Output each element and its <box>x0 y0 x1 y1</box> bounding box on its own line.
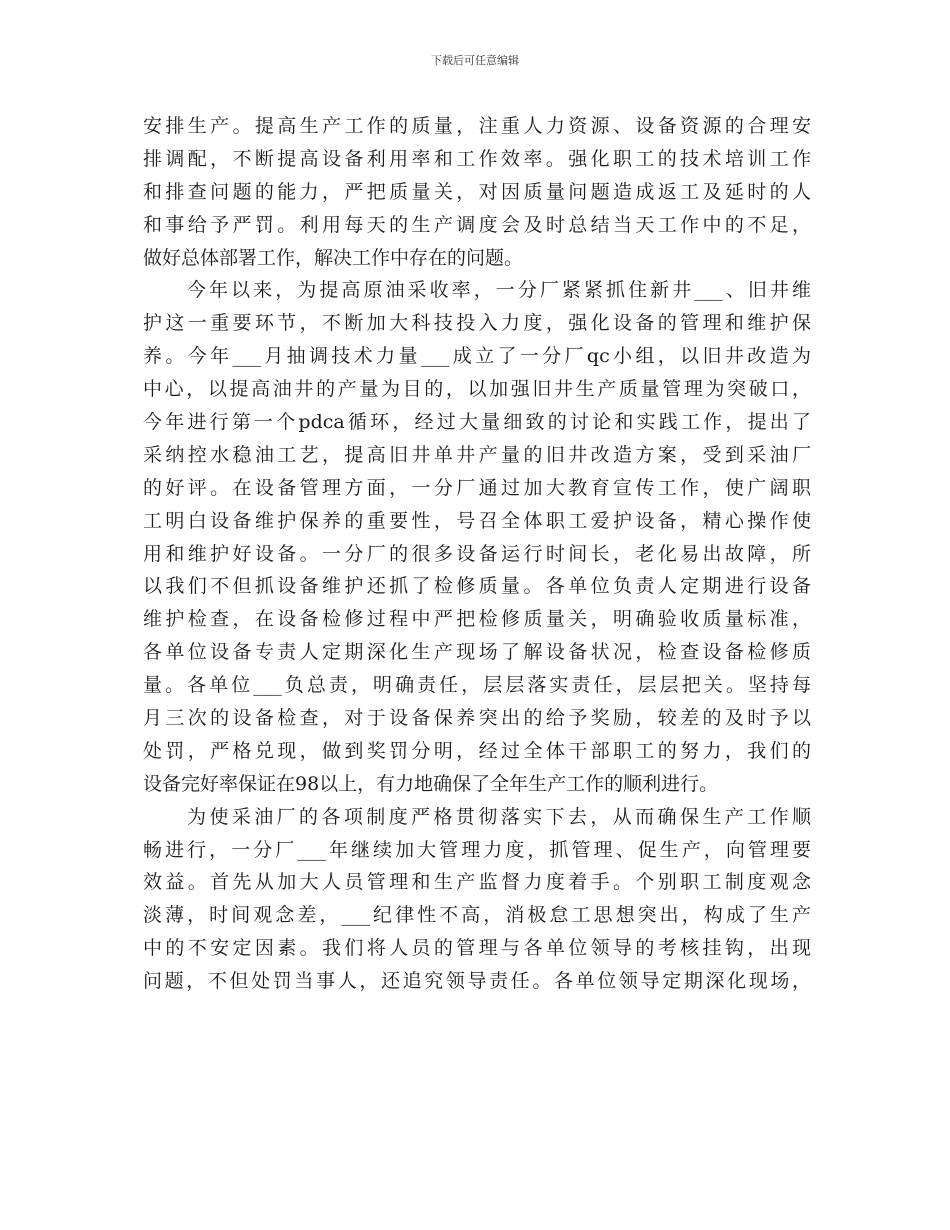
text-line: 设备完好率保证在98以上，有力地确保了全年生产工作的顺利进行。 <box>143 772 719 795</box>
text-line: 采纳控水稳油工艺，提高旧井单井产量的旧井改造方案，受到采油厂 <box>143 443 811 466</box>
text-line: 今年以来，为提高原油采收率，一分厂紧紧抓住新井___、旧井维 <box>187 279 811 302</box>
paragraph <box>143 801 811 998</box>
text-line: 和排查问题的能力，严把质量关，对因质量问题造成返工及延时的人 <box>143 180 811 203</box>
text-line: 用和维护好设备。一分厂的很多设备运行时间长，老化易出故障，所 <box>143 542 811 565</box>
text-line: 护这一重要环节，不断加大科技投入力度，强化设备的管理和维护保 <box>143 312 811 335</box>
text-line: 和事给予严罚。利用每天的生产调度会及时总结当天工作中的不足， <box>143 213 811 236</box>
text-line: 养。今年___月抽调技术力量___成立了一分厂qc小组，以旧井改造为 <box>143 345 811 368</box>
text-line: 维护检查，在设备检修过程中严把检修质量关，明确验收质量标准， <box>143 608 811 631</box>
text-line: 畅进行，一分厂___年继续加大管理力度，抓管理、促生产，向管理要 <box>143 838 811 861</box>
page-header: 下载后可任意编辑 <box>431 54 519 67</box>
paragraph <box>143 274 811 800</box>
document-body <box>143 110 811 998</box>
text-line: 工明白设备维护保养的重要性，号召全体职工爱护设备，精心操作使 <box>143 509 811 532</box>
text-line: 今年进行第一个pdca循环，经过大量细致的讨论和实践工作，提出了 <box>143 411 811 434</box>
text-line: 量。各单位___负总责，明确责任，层层落实责任，层层把关。坚持每 <box>143 674 811 697</box>
text-line: 各单位设备专责人定期深化生产现场了解设备状况，检查设备检修质 <box>143 641 811 664</box>
text-line: 处罚，严格兑现，做到奖罚分明，经过全体干部职工的努力，我们的 <box>143 739 811 762</box>
text-line: 的好评。在设备管理方面，一分厂通过加大教育宣传工作，使广阔职 <box>143 476 811 499</box>
text-line: 排调配，不断提高设备利用率和工作效率。强化职工的技术培训工作 <box>143 147 811 170</box>
text-line: 为使采油厂的各项制度严格贯彻落实下去，从而确保生产工作顺 <box>187 805 811 828</box>
paragraph <box>143 110 811 274</box>
text-line: 效益。首先从加大人员管理和生产监督力度着手。个别职工制度观念 <box>143 871 811 894</box>
text-line: 问题，不但处罚当事人，还追究领导责任。各单位领导定期深化现场， <box>143 970 811 993</box>
text-line: 安排生产。提高生产工作的质量，注重人力资源、设备资源的合理安 <box>143 115 811 137</box>
text-line: 做好总体部署工作，解决工作中存在的问题。 <box>143 246 524 269</box>
text-line: 中的不安定因素。我们将人员的管理与各单位领导的考核挂钩，出现 <box>143 937 811 960</box>
text-line: 中心，以提高油井的产量为目的，以加强旧井生产质量管理为突破口， <box>143 378 811 401</box>
text-line: 月三次的设备检查，对于设备保养突出的给予奖励，较差的及时予以 <box>143 707 811 730</box>
text-line: 以我们不但抓设备维护还抓了检修质量。各单位负责人定期进行设备 <box>143 575 811 598</box>
text-line: 淡薄，时间观念差，___纪律性不高，消极怠工思想突出，构成了生产 <box>143 904 811 927</box>
